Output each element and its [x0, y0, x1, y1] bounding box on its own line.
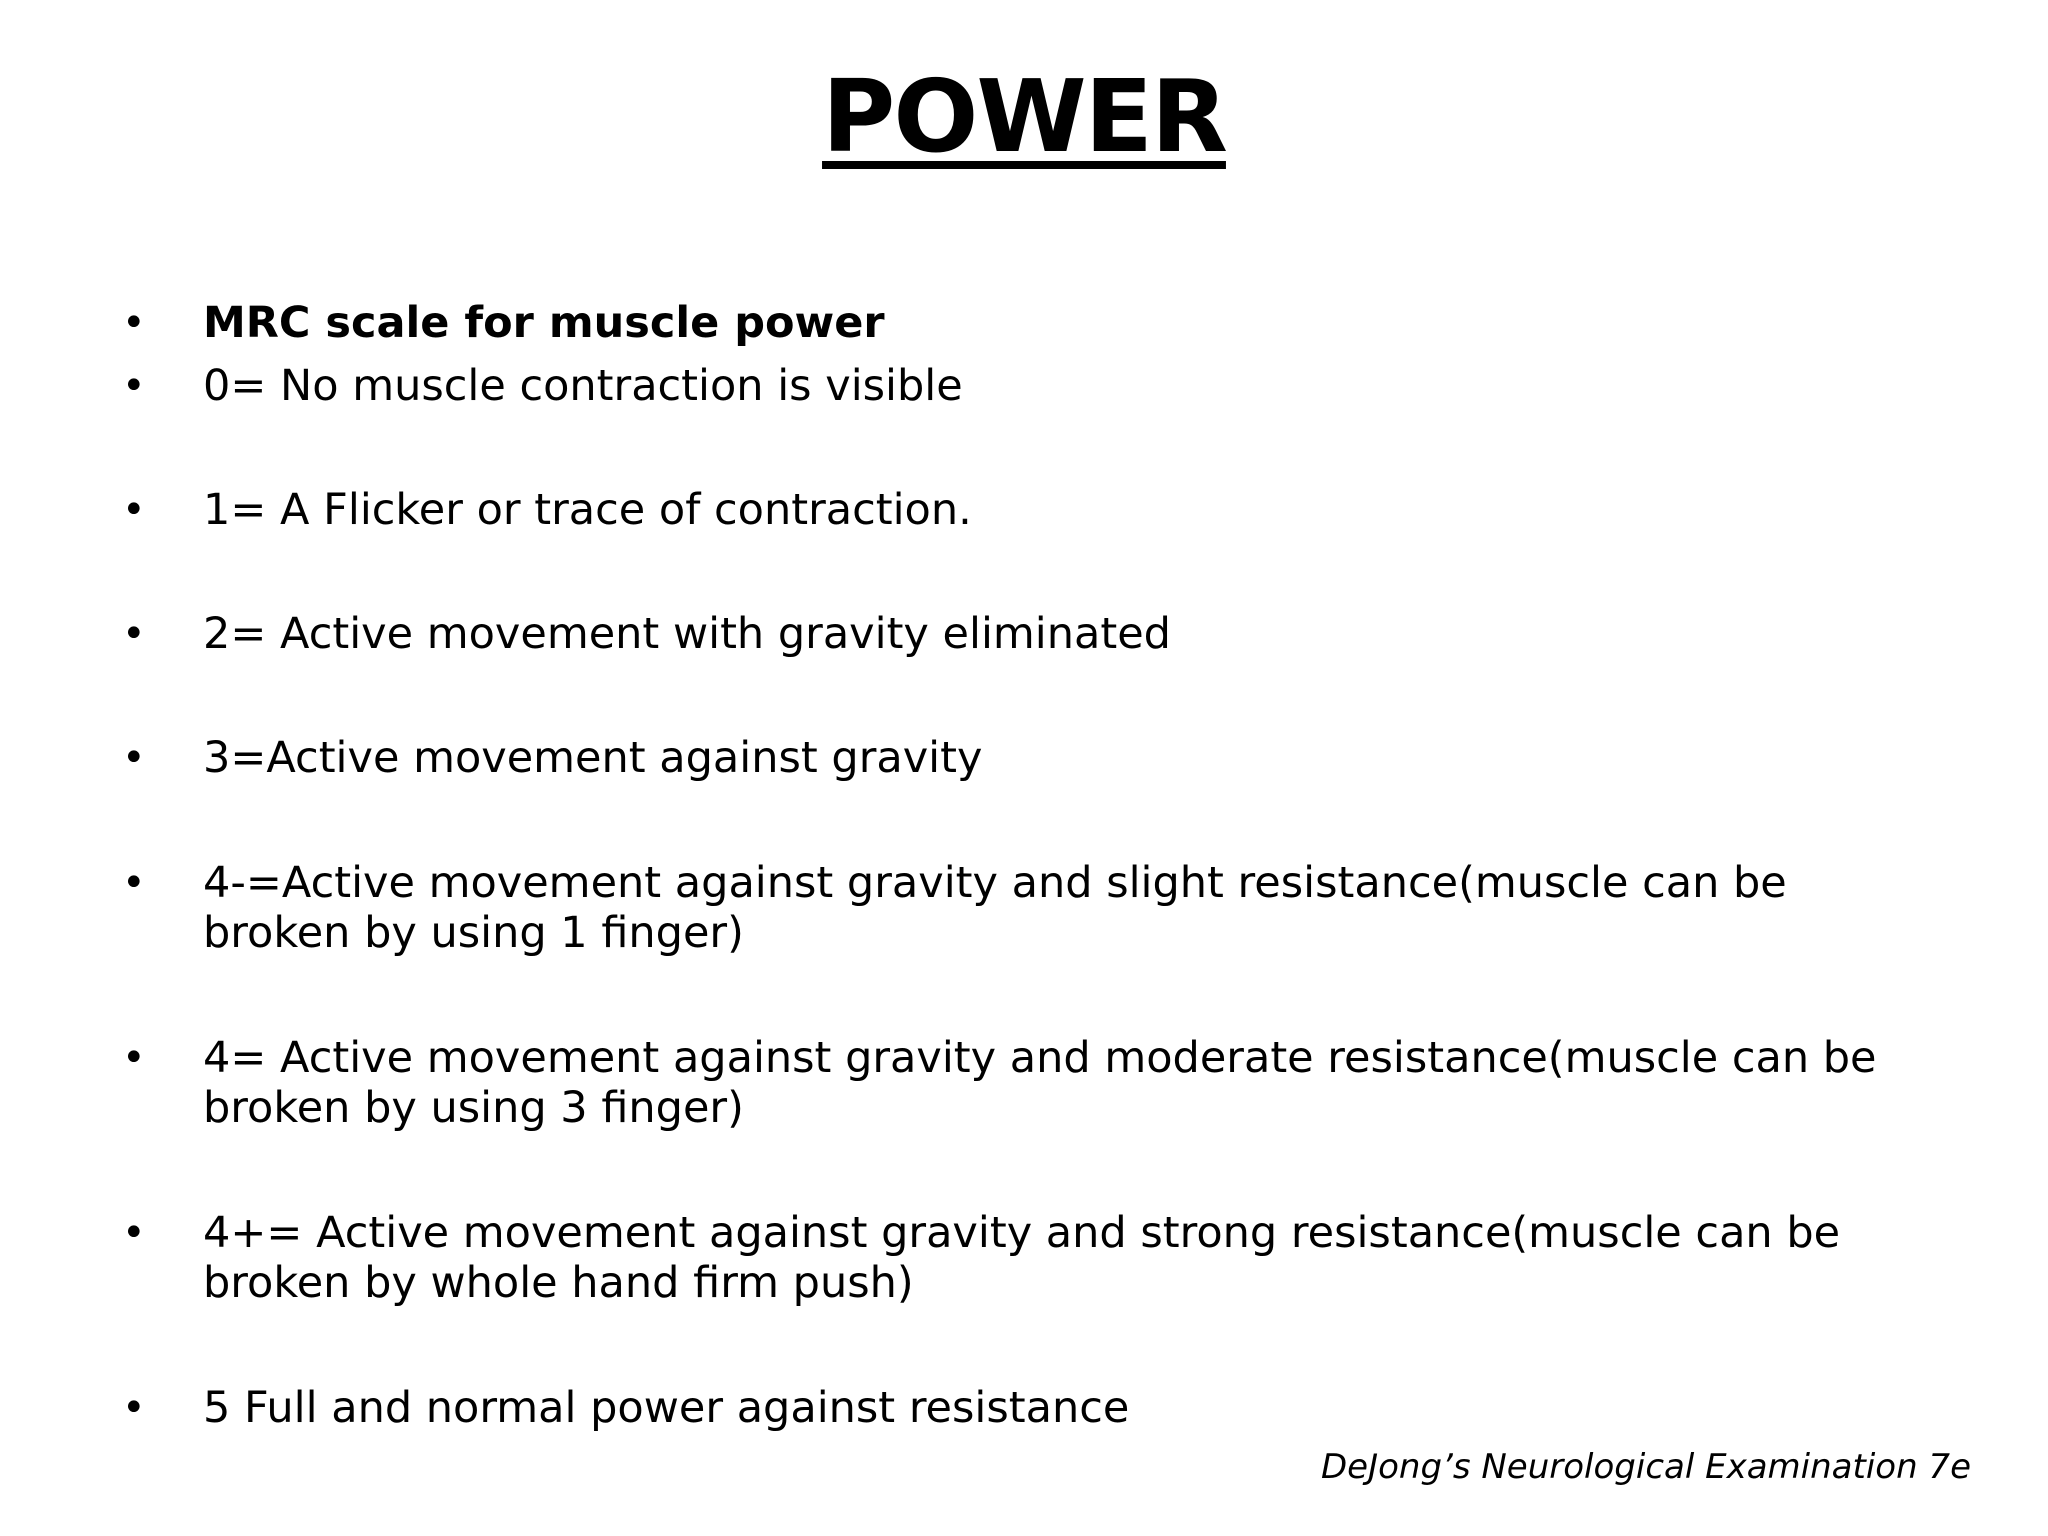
bullet-text: 0= No muscle contraction is visible — [203, 361, 963, 411]
bullet-text: 3=Active movement against gravity — [203, 733, 983, 783]
citation: DeJong’s Neurological Examination 7e — [1320, 1447, 1971, 1487]
bullet-marker: • — [122, 1210, 146, 1256]
bullet-marker: • — [122, 735, 146, 781]
slide-title-text: POWER — [822, 58, 1226, 175]
bullet-marker: • — [122, 1385, 146, 1431]
bullet-marker: • — [122, 487, 146, 533]
bullet-text: 4= Active movement against gravity and moderate resistance(muscle can be broken by using 3 finger) — [203, 1033, 1877, 1133]
bullet-text: 4-=Active movement against gravity and slight resistance(muscle can be broken by using 1 finger) — [203, 858, 1787, 958]
bullet-text: 4+= Active movement against gravity and strong resistance(muscle can be broken by whole hand firm push) — [203, 1208, 1841, 1308]
bullet-text: 5 Full and normal power against resistance — [203, 1383, 1130, 1433]
bullet-marker: • — [122, 363, 146, 409]
bullet-marker: • — [122, 611, 146, 657]
bullet-text: 1= A Flicker or trace of contraction. — [203, 485, 972, 535]
bullet-marker: • — [122, 860, 146, 906]
bullet-marker: • — [122, 1035, 146, 1081]
bullet-text: 2= Active movement with gravity eliminated — [203, 609, 1171, 659]
bullet-marker: • — [122, 300, 146, 346]
bullet-text: MRC scale for muscle power — [203, 298, 885, 348]
